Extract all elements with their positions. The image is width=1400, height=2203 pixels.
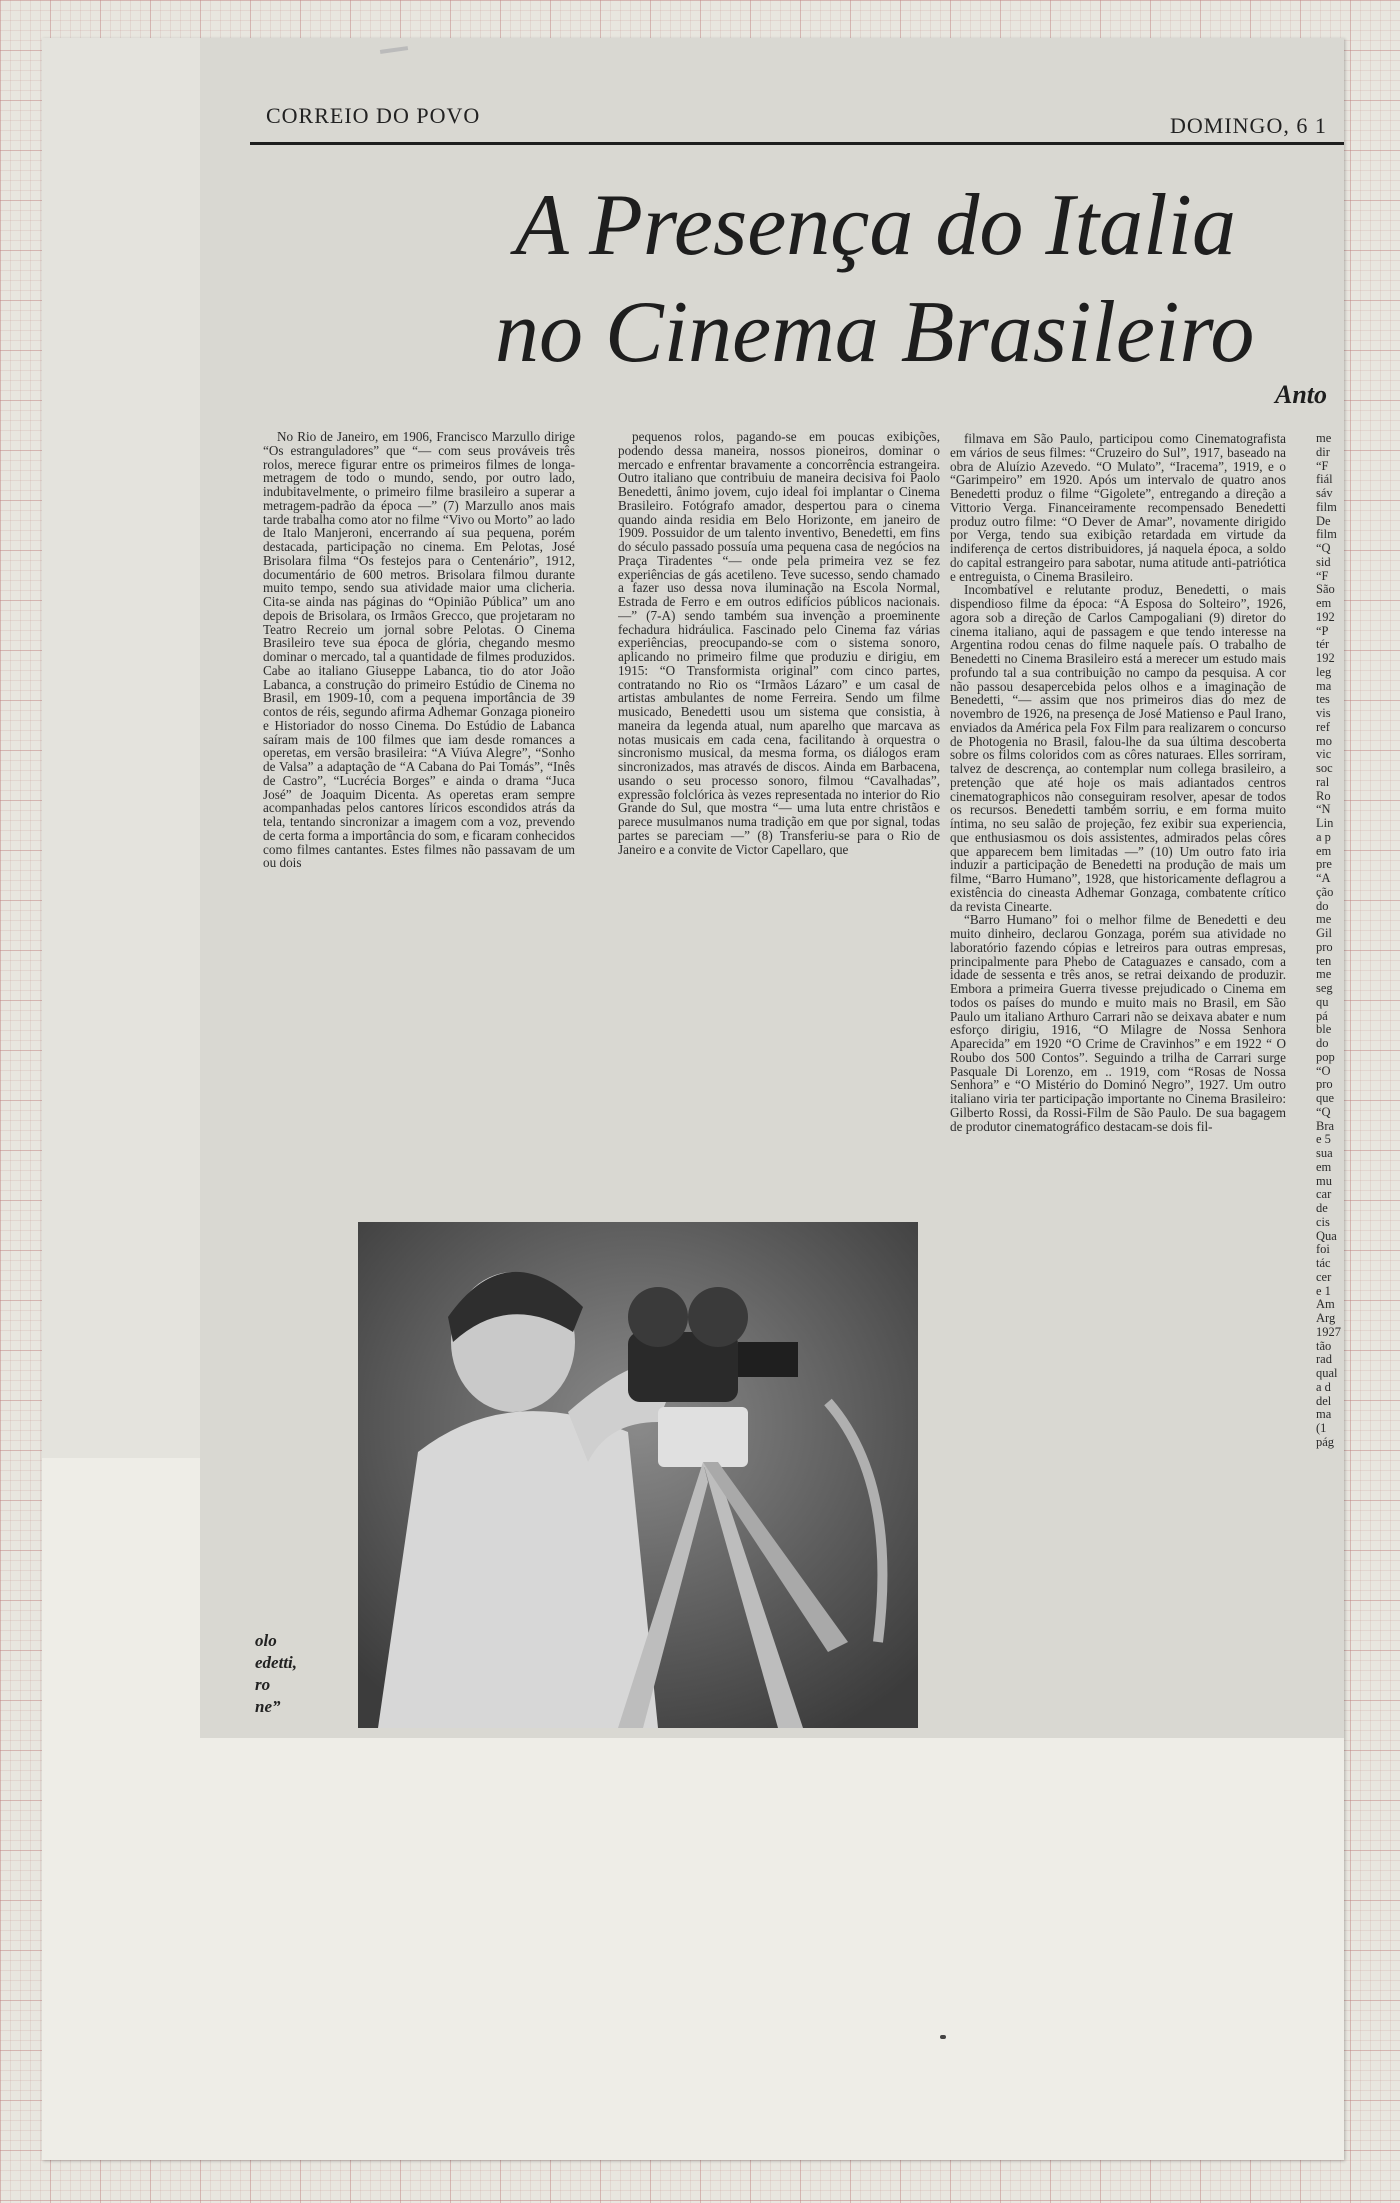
column-3-paragraph-1: filmava em São Paulo, participou como Cinematografista em vários de seus filmes: “Cruzeiro do Sul”, 1917, baseado na obra de Aluízio Azevedo. “O Mulato”, “Iracema”, 1919, e o “Garimpeiro” em 1920. Após um intervalo de quatro anos Benedetti produz o filme “Gigolete”, entregando a direção a Vittorio Verga. Financeiramente recompensado Benedetti produz outro filme: “O Dever de Amar”, novamente dirigido por Verga, tendo sua exibição retardada em virtude da indiferença de certos distribuidores, já naquela época, a soldo do capital estrangeiro para sabotar, numa atitude anti-patriótica e entreguista, o Cinema Brasileiro. xyxy=(950,432,1286,584)
column-4-fragment: qual xyxy=(1316,1366,1338,1380)
column-4-fragment: qu xyxy=(1316,994,1329,1009)
column-4-fragment: film xyxy=(1316,499,1337,514)
column-4-fragment: “F xyxy=(1316,458,1329,473)
column-4-fragment: film xyxy=(1316,527,1337,542)
column-4-fragment: “N xyxy=(1316,802,1331,817)
column-4-fragment: 1927 xyxy=(1316,1324,1341,1339)
article-photo xyxy=(358,1222,918,1728)
column-4-fragment: ral xyxy=(1316,774,1330,789)
column-4-fragment: ble xyxy=(1316,1022,1332,1037)
column-4-fragment: que xyxy=(1316,1091,1335,1105)
column-4-fragment: leg xyxy=(1316,664,1332,679)
column-4-fragment: Gil xyxy=(1316,926,1332,940)
column-4-fragment: sid xyxy=(1316,554,1331,569)
column-4-fragment: me xyxy=(1316,967,1332,982)
column-4-fragment: pá xyxy=(1316,1008,1328,1023)
column-4-fragment: ção xyxy=(1316,884,1334,899)
column-4-fragment: “P xyxy=(1316,623,1329,638)
newspaper-name: CORREIO DO POVO xyxy=(266,103,481,128)
header-rule xyxy=(250,142,1344,145)
column-4-fragment: soc xyxy=(1316,761,1333,775)
column-4-fragment: em xyxy=(1316,843,1332,858)
column-4-fragment: mo xyxy=(1316,733,1332,748)
column-4-fragment: Qua xyxy=(1316,1228,1337,1243)
column-4-fragment: car xyxy=(1316,1187,1332,1202)
photo-caption xyxy=(255,1630,345,1718)
caption-line: edetti, xyxy=(255,1653,298,1672)
column-4-fragment: pág xyxy=(1316,1434,1335,1449)
column-4-fragment: del xyxy=(1316,1393,1332,1408)
column-4-fragment: mu xyxy=(1316,1173,1332,1188)
column-4-fragment: sáv xyxy=(1316,486,1333,500)
column-4-fragment: pro xyxy=(1316,1077,1333,1092)
column-4-fragment: Lin xyxy=(1316,816,1334,830)
column-4-fragment: De xyxy=(1316,513,1331,528)
column-4-fragment: foi xyxy=(1316,1242,1330,1257)
column-4-fragment: dir xyxy=(1316,444,1330,459)
article-column-2 xyxy=(618,430,940,1190)
column-4-fragment: em xyxy=(1316,1159,1332,1174)
column-4-fragment: seg xyxy=(1316,981,1333,995)
column-4-fragment: de xyxy=(1316,1201,1328,1215)
column-4-fragment: a p xyxy=(1316,829,1331,844)
caption-line: ne” xyxy=(255,1697,281,1716)
column-4-fragment: (1 xyxy=(1316,1421,1327,1435)
column-4-fragment: São xyxy=(1316,582,1335,597)
headline-line-1: A Presença do Italia xyxy=(515,177,1236,274)
column-4-fragment: Bra xyxy=(1316,1118,1335,1133)
caption-line: olo xyxy=(255,1631,277,1650)
paper-speck xyxy=(940,2035,946,2039)
column-4-fragment: cer xyxy=(1316,1269,1332,1284)
column-4-fragment: tão xyxy=(1316,1338,1332,1353)
column-4-fragment: do xyxy=(1316,1036,1329,1050)
column-4-fragment: tác xyxy=(1316,1256,1331,1270)
column-3-paragraph-3: “Barro Humano” foi o melhor filme de Benedetti e deu muito dinheiro, declarou Gonzaga, porém sua atividade no laboratório fazendo cópias e letreiros para outras empresas, principalmente para Phebo de Cataguazes e cansado, com a idade de sessenta e três anos, se retrai deixando de produzir. Embora a primeira Guerra tivesse prejudicado o Cinema em todos os países do mundo e muito mais no Brasil, em São Paulo um italiano Arthuro Carrari não se deixava abater e num esforço dirigiu, 1916, “O Milagre de Nossa Senhora Aparecida” em 1920 “O Crime de Cravinhos” e em 1922 “ O Roubo dos 500 Contos”. Seguindo a trilha de Carrari surge Pasquale Di Lorenzo, em .. 1919, com “Rosas de Nossa Senhora” e “O Mistério do Dominó Negro”, 1927. Um outro italiano viria ter participação importante no Cinema Brasileiro: Gilberto Rossi, da Rossi-Film de São Paulo. De sua bagagem de produtor cinematográfico destacam-se dois fil- xyxy=(950,912,1286,1134)
column-4-fragment: em xyxy=(1316,596,1332,610)
column-4-fragment: 192 xyxy=(1316,609,1335,624)
column-4-fragment: me xyxy=(1316,912,1332,927)
column-4-fragment: e 1 xyxy=(1316,1283,1331,1298)
column-4-fragment: vic xyxy=(1316,747,1332,762)
column-4-fragment: 192 xyxy=(1316,651,1335,665)
column-4-fragment: a d xyxy=(1316,1379,1331,1394)
column-4-fragment: tér xyxy=(1316,637,1330,652)
article-column-3 xyxy=(950,432,1286,1732)
column-4-fragment: me xyxy=(1316,432,1332,445)
column-2-paragraph: pequenos rolos, pagando-se em poucas exibições, podendo dessa maneira, nossos pioneiros, dominar o mercado e enfrentar bravamente a concorrência estrangeira. Outro italiano que contribuiu de maneira decisiva foi Paolo Benedetti, ânimo jovem, cujo ideal foi implantar o Cinema Brasileiro. Fotógrafo amador, despertou para o cinema quando ainda residia em Belo Horizonte, em janeiro de 1909. Possuidor de um talento inventivo, Benedetti, em fins do século passado possuía uma pequena casa de negócios na Praça Tiradentes “— onde pela primeira vez se fez experiências de gás acetileno. Teve sucesso, sendo chamado a fazer uso dessa nova iluminação na Escola Normal, Estrada de Ferro e em outros edifícios públicos nacionais. —” (7-A) sendo também sua invenção a proeminente fechadura hidráulica. Fascinado pelo Cinema faz várias experiências, preocupando-se com o sistema sonoro, aplicando no primeiro filme que produziu e dirigiu, em 1915: “O Transformista original” com cinco partes, contratando no Rio os “Irmãos Lázaro” e um casal de artistas ambulantes de nome Ferreira. Sendo um filme musicado, Benedetti usou um sistema que consistia, à maneira da legenda atual, num aparelho que marcava as notas musicais em cada cena, facilitando à orquestra o sincronismo musical, da mesma forma, os diálogos eram sincronizados, mas através de discos. Ainda em Barbacena, usando o seu processo sonoro, filmou “Cavalhadas”, expressão folclórica às vezes representada no interior do Rio Grande do Sul, que mostra “— uma luta entre christãos e parece musulmanos numa tradição em que por signal, todas partes se pareciam —” (8) Transferiu-se para o Rio de Janeiro e a convite de Victor Capellaro, que xyxy=(618,430,940,857)
column-3-paragraph-2: Incombatível e relutante produz, Benedetti, o mais dispendioso filme da época: “A Esposa do Solteiro”, 1926, agora sob a direção de Carlos Campogaliani (9) diretor do cinema italiano, aqui de passagem e que tendo interesse na Argentina rodou cenas do filme naquele país. O trabalho de Benedetti no Cinema Brasileiro está a merecer um estudo mais profundo tal a sua contribuição no campo da pesquisa. A cor não passou desapercebida pelos olhos e a imaginação de Benedetti, “— assim que nos primeiros dias do mez de novembro de 1926, na presença de José Matienso e Paul Irano, enviados da América pela Fox Film para realizarem o concurso de Photogenia no Brasil, falou-lhe da sua última descoberta sobre os films coloridos com as côres naturaes. Elles sorriram, talvez de descrença, ao contemplar num collega brasileiro, a pretenção que até hoje os mais adiantados centros cinematographicos não conseguiram resolver, apesar de todos os recursos. Benedetti também sorriu, e em forma muito íntima, no seu salão de projeção, fez exibir sua experiencia, que enthusiasmou os dois assistentes, admirados pelas côres que apparecem bem limitadas —” (10) Um outro fato iria induzir a participação de Benedetti na produção de mais um filme, “Barro Humano”, 1928, que historicamente deflagrou a existência do cineasta Adhemar Gonzaga, combatente crítico da revista Cinearte. xyxy=(950,582,1286,914)
column-4-fragment: “Q xyxy=(1316,541,1331,555)
column-4-fragment: pro xyxy=(1316,939,1333,954)
headline-line-2: no Cinema Brasileiro xyxy=(495,284,1255,381)
column-4-fragment: Arg xyxy=(1316,1311,1336,1325)
column-4-fragment: “O xyxy=(1316,1063,1331,1078)
column-4-fragment: e 5 xyxy=(1316,1132,1331,1147)
column-4-fragment: ref xyxy=(1316,719,1330,734)
column-4-fragment: cis xyxy=(1316,1214,1330,1229)
author-byline: Anto xyxy=(1275,380,1328,409)
column-4-fragment: “F xyxy=(1316,568,1329,583)
column-4-fragment: sua xyxy=(1316,1146,1333,1160)
column-4-fragment: vis xyxy=(1316,706,1331,720)
column-4-fragment: “Q xyxy=(1316,1104,1331,1119)
column-4-fragment: ma xyxy=(1316,1407,1332,1422)
column-1-paragraph: No Rio de Janeiro, em 1906, Francisco Marzullo dirige “Os estranguladores” que “— com seus prováveis três rolos, merece figurar entre os primeiros filmes de longa-metragem de todo o mundo, sendo, por outro lado, indubitavelmente, o primeiro filme brasileiro a superar a metragem-padrão da época —” (7) Marzullo anos mais tarde trabalha como ator no filme “Vivo ou Morto” ao lado de Italo Manjeroni, encerrando aí sua pequena, porém destacada, participação no cinema. Em Pelotas, José Brisolara filma “Os festejos para o Centenário”, 1912, documentário de 600 metros. Brisolara filmou durante muito tempo, sendo sua atividade maior uma clicheria. Cita-se ainda nas páginas do “Opinião Pública” um ano depois de Brisolara, os Irmãos Grecco, que projetaram no Teatro Recreio um jornal sobre Pelotas. O Cinema Brasileiro teve sua época de glória, chegando mesmo dominar o mercado, tal a quantidade de filmes produzidos. Cabe ao italiano Giuseppe Labanca, tio do ator João Labanca, a construção do primeiro Estúdio de Cinema no Brasil, em 1909-10, com a pequena importância de 39 contos de réis, segundo afirma Adhemar Gonzaga pioneiro e Historiador do nosso Cinema. Do Estúdio de Labanca saíram mais de 100 filmes que iam desde romances a operetas, em versão brasileira: “A Viúva Alegre”, “Sonho de Valsa” a adaptação de “A Cabana do Pai Tomás”, “Inês de Castro”, “Lucrécia Borges” e ainda o drama “Juca José” de Joaquim Dicenta. As operetas eram sempre acompanhadas pelos cantores líricos escondidos atrás da tela, tentando sincronizar a imagem com a voz, prevendo de certa forma a importância do som, e ficaram conhecidos como filmes cantantes. Estes filmes não passavam de um ou dois xyxy=(263,430,575,871)
column-4-fragment: tes xyxy=(1316,692,1330,707)
column-4-fragment: pre xyxy=(1316,857,1332,872)
column-4-fragment: “A xyxy=(1316,871,1331,885)
caption-line: ro xyxy=(255,1675,271,1694)
newspaper-date: DOMINGO, 6 1 xyxy=(1170,113,1327,138)
article-column-4-truncated xyxy=(1316,432,1344,1732)
column-4-fragment: Am xyxy=(1316,1297,1335,1312)
column-4-fragment: ma xyxy=(1316,678,1332,693)
clipping-left-margin xyxy=(42,38,200,1458)
column-4-fragment: pop xyxy=(1316,1049,1335,1064)
photo-cameraman-illustration xyxy=(358,1222,918,1728)
article-column-1 xyxy=(263,430,575,1190)
column-4-fragment: rad xyxy=(1316,1352,1332,1367)
column-4-fragment: fiál xyxy=(1316,472,1333,487)
column-4-fragment: Ro xyxy=(1316,788,1331,803)
column-4-fragment: do xyxy=(1316,898,1329,913)
column-4-fragment: ten xyxy=(1316,953,1332,968)
